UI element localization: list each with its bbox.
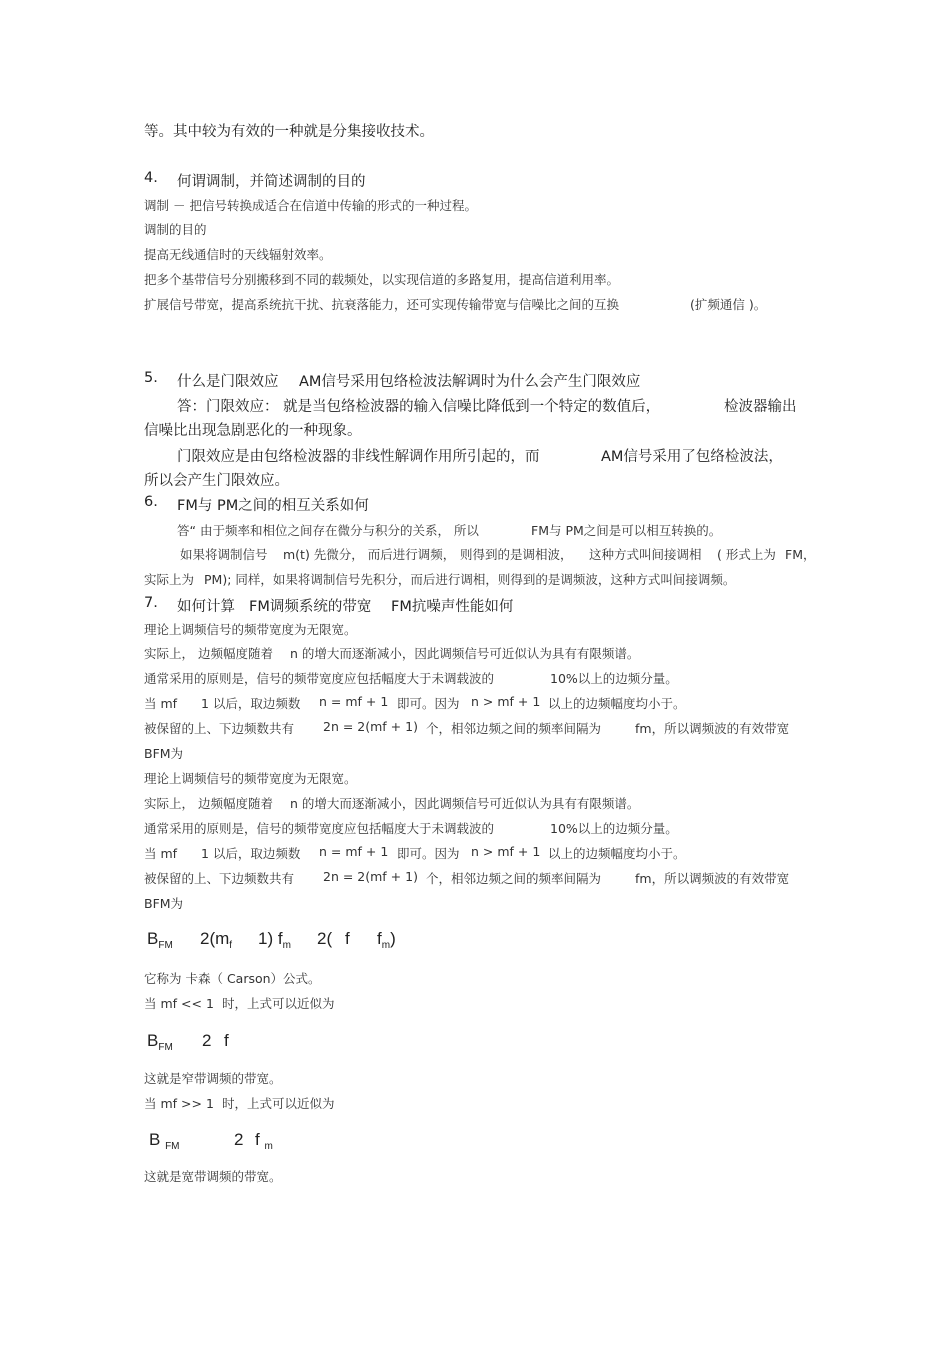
formula-narrowband: $B_{FM}$ [147, 1031, 173, 1053]
text-line: 以上的边频幅度均小于。 [548, 846, 686, 861]
answer-line: AM信号采用了包络检波法， [601, 449, 783, 465]
formula-carson: $B_{FM}$ [147, 929, 173, 951]
answer-line: FM， [785, 547, 816, 562]
formula-carson: 1) $f_m$ [258, 929, 291, 951]
text-line: n = mf + 1 [319, 844, 389, 859]
question-number: 5. [144, 370, 158, 386]
formula-carson: 2( [317, 929, 333, 948]
formula-narrowband: f [224, 1031, 229, 1050]
text-line: (扩频通信 )。 [690, 297, 767, 312]
text-line: n = mf + 1 [319, 694, 389, 709]
text-line: 10%以上的边频分量。 [550, 821, 678, 836]
answer-line: PM); 同样，如果将调制信号先积分，而后进行调相，则得到的是调频波，这种方式叫间接调频。 [204, 572, 736, 587]
answer-line: 如果将调制信号 [180, 547, 268, 562]
text-line: 这就是宽带调频的带宽。 [144, 1169, 282, 1184]
question-heading: FM调频系统的带宽 [249, 599, 372, 615]
question-number: 7. [144, 595, 158, 611]
formula-wideband: 2 [234, 1130, 244, 1149]
text-line: 2n = 2(mf + 1) [323, 869, 418, 884]
answer-line: 答：门限效应： 就是当包络检波器的输入信噪比降低到一个特定的数值后， [177, 399, 661, 415]
text-line: 调制 － 把信号转换成适合在信道中传输的形式的一种过程。 [144, 198, 477, 213]
text-line: 把多个基带信号分别搬移到不同的载频处，以实现信道的多路复用，提高信道利用率。 [144, 272, 620, 287]
answer-line: 信噪比出现急剧恶化的一种现象。 [144, 423, 362, 439]
text-line: 实际上， 边频幅度随着 [144, 646, 273, 661]
answer-line: 则得到的是调相波， [460, 547, 573, 562]
answer-line: 实际上为 [144, 572, 195, 587]
text-line: 等。其中较为有效的一种就是分集接收技术。 [144, 124, 434, 140]
text-line: 10%以上的边频分量。 [550, 671, 678, 686]
question-heading: 如何计算 [177, 599, 235, 615]
question-heading: 什么是门限效应 [177, 374, 279, 390]
answer-line: 检波器输出 [724, 399, 797, 415]
text-line: 当 mf [144, 846, 178, 861]
question-heading: AM信号采用包络检波法解调时为什么会产生门限效应 [299, 374, 641, 390]
text-line: 当 mf << 1 [144, 996, 214, 1011]
text-line: 理论上调频信号的频带宽度为无限宽。 [144, 771, 357, 786]
text-line: BFM为 [144, 746, 184, 761]
text-line: 通常采用的原则是，信号的频带宽度应包括幅度大于未调载波的 [144, 821, 495, 836]
text-line: 当 mf >> 1 [144, 1096, 214, 1111]
text-line: 当 mf [144, 696, 178, 711]
text-line: n 的增大而逐渐减小，因此调频信号可近似认为具有有限频谱。 [290, 646, 640, 661]
question-number: 6. [144, 494, 158, 510]
text-line: fm，所以调频波的有效带宽 [635, 721, 790, 736]
answer-line: FM与 PM之间是可以相互转换的。 [531, 523, 722, 538]
text-line: n > mf + 1 [471, 844, 541, 859]
answer-line: m(t) 先微分， 而后进行调频， [283, 547, 456, 562]
text-line: 扩展信号带宽，提高系统抗干扰、抗衰落能力，还可实现传输带宽与信噪比之间的互换 [144, 297, 620, 312]
answer-line: 门限效应是由包络检波器的非线性解调作用所引起的，而 [177, 449, 540, 465]
text-line: fm，所以调频波的有效带宽 [635, 871, 790, 886]
question-heading: 何谓调制，并简述调制的目的 [177, 174, 366, 190]
question-heading: FM与 PM之间的相互关系如何 [177, 498, 369, 514]
formula-narrowband: 2 [202, 1031, 212, 1050]
answer-line: ( 形式上为 [717, 547, 776, 562]
text-line: 这就是窄带调频的带宽。 [144, 1071, 282, 1086]
text-line: 时，上式可以近似为 [222, 1096, 335, 1111]
answer-line: 答“ 由于频率和相位之间存在微分与积分的关系， 所以 [177, 523, 479, 538]
text-line: 被保留的上、下边频数共有 [144, 721, 295, 736]
answer-line: 这种方式叫间接调相 [589, 547, 702, 562]
formula-wideband: B $_{FM}$ [149, 1130, 180, 1152]
text-line: n 的增大而逐渐减小，因此调频信号可近似认为具有有限频谱。 [290, 796, 640, 811]
formula-carson: $2(m_f$ [200, 929, 233, 951]
text-line: 个，相邻边频之间的频率间隔为 [426, 721, 602, 736]
question-heading: FM抗噪声性能如何 [391, 599, 514, 615]
text-line: 1 以后，取边频数 [201, 696, 301, 711]
text-line: 2n = 2(mf + 1) [323, 719, 418, 734]
text-line: 即可。因为 [397, 696, 460, 711]
formula-wideband: f $_m$ [255, 1130, 273, 1152]
text-line: 它称为 卡森（ Carson）公式。 [144, 971, 321, 986]
text-line: 个，相邻边频之间的频率间隔为 [426, 871, 602, 886]
text-line: 1 以后，取边频数 [201, 846, 301, 861]
text-line: BFM为 [144, 896, 184, 911]
text-line: 理论上调频信号的频带宽度为无限宽。 [144, 622, 357, 637]
text-line: 通常采用的原则是，信号的频带宽度应包括幅度大于未调载波的 [144, 671, 495, 686]
text-line: n > mf + 1 [471, 694, 541, 709]
text-line: 调制的目的 [144, 222, 207, 237]
text-line: 实际上， 边频幅度随着 [144, 796, 273, 811]
text-line: 以上的边频幅度均小于。 [548, 696, 686, 711]
answer-line: 所以会产生门限效应。 [144, 473, 289, 489]
formula-carson: f [345, 929, 350, 948]
question-number: 4. [144, 170, 158, 186]
text-line: 被保留的上、下边频数共有 [144, 871, 295, 886]
text-line: 时，上式可以近似为 [222, 996, 335, 1011]
text-line: 提高无线通信时的天线辐射效率。 [144, 247, 332, 262]
text-line: 即可。因为 [397, 846, 460, 861]
formula-carson: $f_m$) [377, 929, 396, 951]
